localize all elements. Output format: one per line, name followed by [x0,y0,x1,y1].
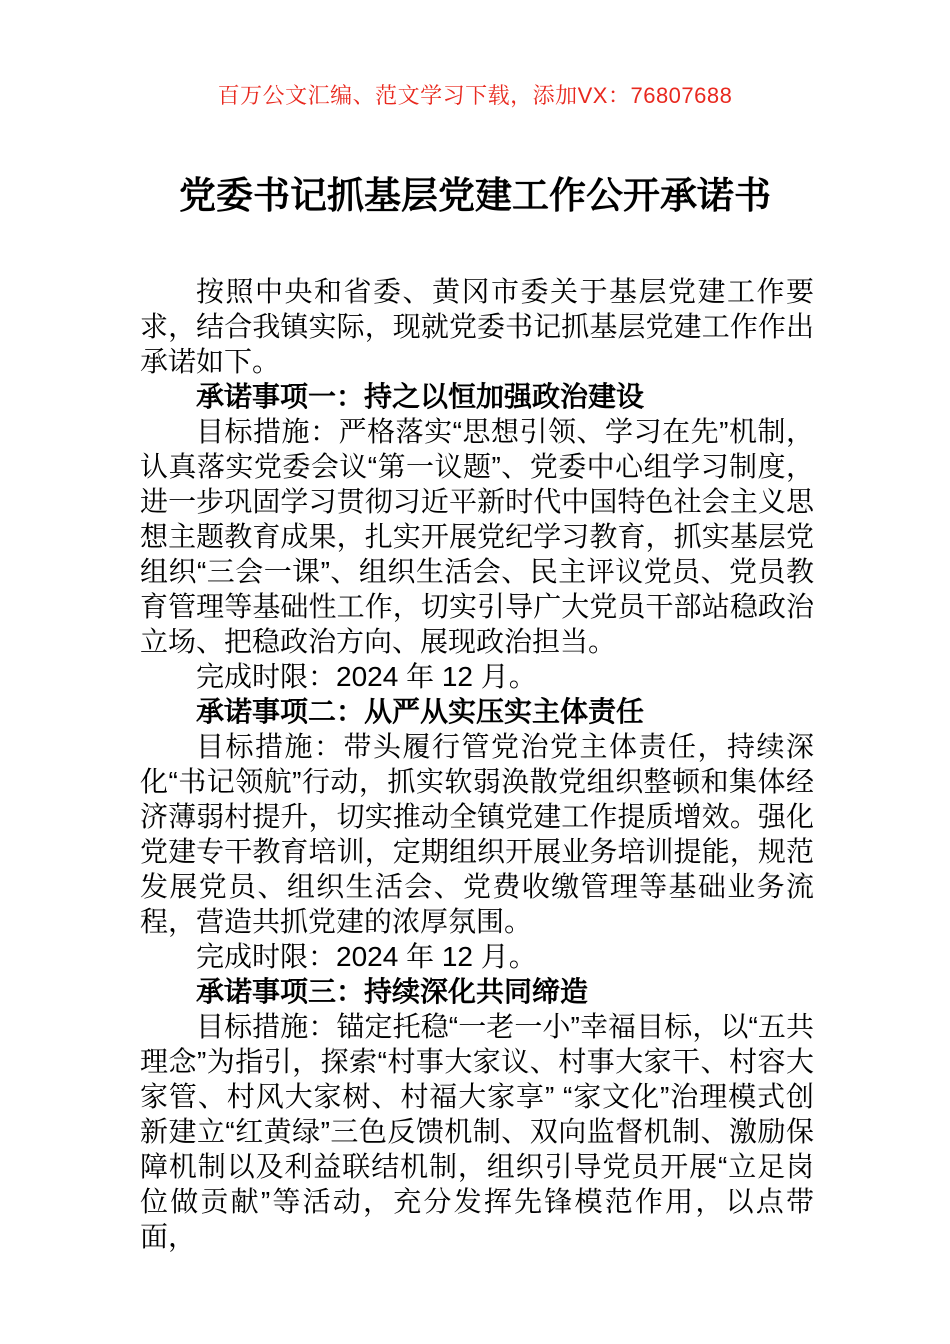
paragraph: 目标措施：带头履行管党治党主体责任，持续深化“书记领航”行动，抓实软弱涣散党组织整顿和集体经济薄弱村提升，切实推动全镇党建工作提质增效。强化党建专干教育培训，定期组织开展业务培训提能，规范发展党员、组织生活会、党费收缴管理等基础业务流程，营造共抓党建的浓厚氛围。 [140,731,814,937]
section-heading: 承诺事项二：从严从实压实主体责任 [196,696,645,727]
paragraph: 完成时限：2024 年 12 月。 [196,661,537,692]
paragraph: 目标措施：严格落实“思想引领、学习在先”机制，认真落实党委会议“第一议题”、党委中心组学习制度，进一步巩固学习贯彻习近平新时代中国特色社会主义思想主题教育成果，扎实开展党纪学习教育，抓实基层党组织“三会一课”、组织生活会、民主评议党员、党员教育管理等基础性工作，切实引导广大党员干部站稳政治立场、把稳政治方向、展现政治担当。 [140,416,814,657]
paragraph: 按照中央和省委、黄冈市委关于基层党建工作要求，结合我镇实际，现就党委书记抓基层党建工作作出承诺如下。 [140,276,814,377]
document-body [140,274,814,1254]
paragraph: 完成时限：2024 年 12 月。 [196,941,537,972]
promo-banner: 百万公文汇编、范文学习下载，添加VX：76807688 [217,83,733,108]
section-heading: 承诺事项三：持续深化共同缔造 [196,976,589,1007]
paragraph: 目标措施：锚定托稳“一老一小”幸福目标，以“五共理念”为指引，探索“村事大家议、村事大家干、村容大家管、村风大家树、村福大家享” “家文化”治理模式创新建立“红黄绿”三色反馈机制、双向监督机制、激励保障机制以及利益联结机制，组织引导党员开展“立足岗位做贡献”等活动，充分发挥先锋模范作用，以点带面， [140,1011,814,1252]
section-heading: 承诺事项一：持之以恒加强政治建设 [196,381,645,412]
document-title: 党委书记抓基层党建工作公开承诺书 [179,175,771,216]
